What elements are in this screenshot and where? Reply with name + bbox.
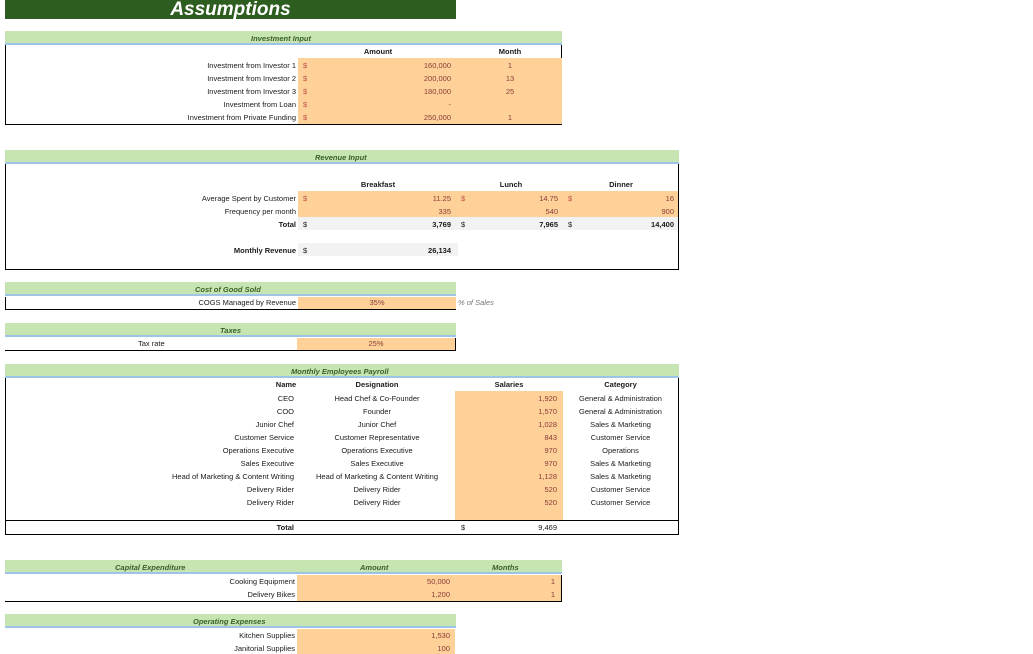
employee-category: Sales & Marketing (590, 459, 651, 468)
employee-category: Operations (602, 446, 639, 455)
cogs-label: COGS Managed by Revenue (198, 298, 296, 307)
opex-item-amount[interactable]: 1,530 (431, 631, 450, 640)
employee-name: CEO (277, 394, 294, 403)
currency-symbol: $ (303, 74, 308, 83)
opex-item-label: Janitorial Supplies (234, 644, 295, 653)
employee-salary[interactable]: 520 (544, 485, 557, 494)
investment-row-label: Investment from Private Funding (187, 113, 296, 122)
investment-row-label: Investment from Investor 1 (207, 61, 296, 70)
investment-amount[interactable]: 250,000 (423, 113, 451, 122)
capex-col-amount: Amount (360, 563, 389, 572)
payroll-divider (6, 520, 678, 521)
monthly-revenue-label: Monthly Revenue (233, 246, 296, 255)
employee-category: Customer Service (590, 498, 651, 507)
currency-symbol: $ (303, 246, 308, 255)
investment-month[interactable]: 1 (507, 61, 513, 70)
payroll-col-designation: Designation (355, 380, 399, 389)
currency-symbol: $ (568, 220, 573, 229)
payroll-total-label: Total (276, 523, 294, 532)
employee-category: General & Administration (579, 394, 662, 403)
employee-designation: Founder (363, 407, 391, 416)
investment-month[interactable]: 25 (505, 87, 515, 96)
investment-amount[interactable]: 180,000 (423, 87, 451, 96)
investment-row-label: Investment from Loan (223, 100, 296, 109)
employee-name: Delivery Rider (246, 485, 294, 494)
employee-designation: Operations Executive (341, 446, 413, 455)
revenue-col-dinner: Dinner (609, 180, 633, 189)
taxes-row (5, 338, 456, 351)
currency-symbol: $ (303, 194, 308, 203)
currency-symbol: $ (303, 220, 308, 229)
cogs-value[interactable]: 35% (369, 298, 385, 307)
capex-item-amount[interactable]: 50,000 (427, 577, 450, 586)
employee-name: Delivery Rider (246, 498, 294, 507)
investment-amount[interactable]: 200,000 (423, 74, 451, 83)
capex-header-label: Capital Expenditure (115, 563, 186, 572)
payroll-col-salaries: Salaries (494, 380, 524, 389)
employee-category: Customer Service (590, 485, 651, 494)
employee-designation: Head of Marketing & Content Writing (315, 472, 438, 481)
page-title (5, 0, 456, 19)
employee-name: Junior Chef (255, 420, 294, 429)
opex-item-label: Kitchen Supplies (239, 631, 295, 640)
revenue-header-label: Revenue Input (315, 153, 367, 162)
capex-section-header (5, 560, 562, 574)
investment-table (5, 45, 562, 125)
capex-item-months[interactable]: 1 (550, 577, 555, 586)
cogs-row (5, 297, 456, 310)
employee-salary[interactable]: 970 (544, 446, 557, 455)
employee-designation: Delivery Rider (353, 485, 401, 494)
employee-category: Customer Service (590, 433, 651, 442)
cogs-header-label: Cost of Good Sold (195, 285, 261, 294)
capex-item-amount[interactable]: 1,200 (431, 590, 450, 599)
frequency-lunch[interactable]: 540 (545, 207, 558, 216)
opex-item-amount[interactable]: 100 (437, 644, 450, 653)
taxes-section-header (5, 323, 456, 337)
opex-table (5, 629, 456, 654)
revenue-col-lunch: Lunch (499, 180, 523, 189)
avg-spent-label: Average Spent by Customer (201, 194, 296, 203)
employee-name: Head of Marketing & Content Writing (171, 472, 294, 481)
employee-designation: Junior Chef (357, 420, 397, 429)
investment-month[interactable]: 13 (505, 74, 515, 83)
monthly-revenue-value: 26,134 (428, 246, 451, 255)
payroll-col-name: Name (275, 380, 297, 389)
employee-designation: Sales Executive (350, 459, 404, 468)
opex-header-label: Operating Expenses (193, 617, 266, 626)
investment-amount[interactable]: 160,000 (423, 61, 451, 70)
employee-salary[interactable]: 1,570 (538, 407, 557, 416)
investment-header-label: Investment Input (251, 34, 312, 43)
currency-symbol: $ (461, 523, 466, 532)
currency-symbol: $ (303, 100, 308, 109)
taxes-header-label: Taxes (220, 326, 241, 335)
currency-symbol: $ (303, 87, 308, 96)
revenue-col-breakfast: Breakfast (360, 180, 396, 189)
employee-category: General & Administration (579, 407, 662, 416)
payroll-header-label: Monthly Employees Payroll (291, 367, 389, 376)
employee-name: COO (276, 407, 294, 416)
page-title-text: Assumptions (170, 0, 291, 20)
revenue-total-dinner: 14,400 (651, 220, 674, 229)
currency-symbol: $ (568, 194, 573, 203)
payroll-total-value: 9,469 (538, 523, 557, 532)
investment-amount[interactable]: - (448, 100, 451, 109)
investment-month[interactable]: 1 (507, 113, 513, 122)
employee-designation: Head Chef & Co-Founder (334, 394, 420, 403)
investment-row-label: Investment from Investor 2 (207, 74, 296, 83)
employee-category: Sales & Marketing (590, 420, 651, 429)
payroll-col-category: Category (604, 380, 637, 389)
tax-rate-label: Tax rate (138, 339, 165, 348)
employee-salary[interactable]: 1,128 (538, 472, 557, 481)
employee-designation: Customer Representative (334, 433, 420, 442)
avg-spent-lunch[interactable]: 14.75 (539, 194, 558, 203)
currency-symbol: $ (303, 61, 308, 70)
revenue-table (5, 164, 679, 270)
capex-item-label: Delivery Bikes (247, 590, 295, 599)
frequency-dinner[interactable]: 900 (661, 207, 674, 216)
tax-rate-value[interactable]: 25% (368, 339, 384, 348)
employee-salary[interactable]: 1,920 (538, 394, 557, 403)
revenue-total-breakfast: 3,769 (432, 220, 451, 229)
frequency-breakfast[interactable]: 335 (438, 207, 451, 216)
currency-symbol: $ (303, 113, 308, 122)
employee-name: Operations Executive (222, 446, 294, 455)
avg-spent-dinner[interactable]: 16 (665, 194, 674, 203)
frequency-label: Frequency per month (224, 207, 296, 216)
investment-row-label: Investment from Investor 3 (207, 87, 296, 96)
capex-table (5, 575, 562, 602)
employee-salary[interactable]: 970 (544, 459, 557, 468)
currency-symbol: $ (461, 194, 466, 203)
payroll-table (5, 378, 679, 535)
cogs-note: % of Sales (458, 298, 494, 307)
employee-name: Customer Service (234, 433, 294, 442)
revenue-total-label: Total (278, 220, 296, 229)
employee-salary[interactable]: 1,028 (538, 420, 557, 429)
employee-category: Sales & Marketing (590, 472, 651, 481)
investment-section-header (5, 31, 562, 45)
employee-name: Sales Executive (240, 459, 294, 468)
opex-section-header (5, 614, 456, 628)
capex-item-label: Cooking Equipment (229, 577, 295, 586)
investment-col-month: Month (498, 47, 522, 56)
employee-salary[interactable]: 520 (544, 498, 557, 507)
currency-symbol: $ (461, 220, 466, 229)
capex-col-months: Months (492, 563, 519, 572)
investment-col-amount: Amount (363, 47, 393, 56)
employee-salary[interactable]: 843 (544, 433, 557, 442)
revenue-section-header (5, 150, 679, 164)
avg-spent-breakfast[interactable]: 11.25 (432, 194, 451, 203)
revenue-total-lunch: 7,965 (539, 220, 558, 229)
capex-item-months[interactable]: 1 (550, 590, 555, 599)
employee-designation: Delivery Rider (353, 498, 401, 507)
payroll-section-header (5, 364, 679, 378)
cogs-section-header (5, 282, 456, 296)
